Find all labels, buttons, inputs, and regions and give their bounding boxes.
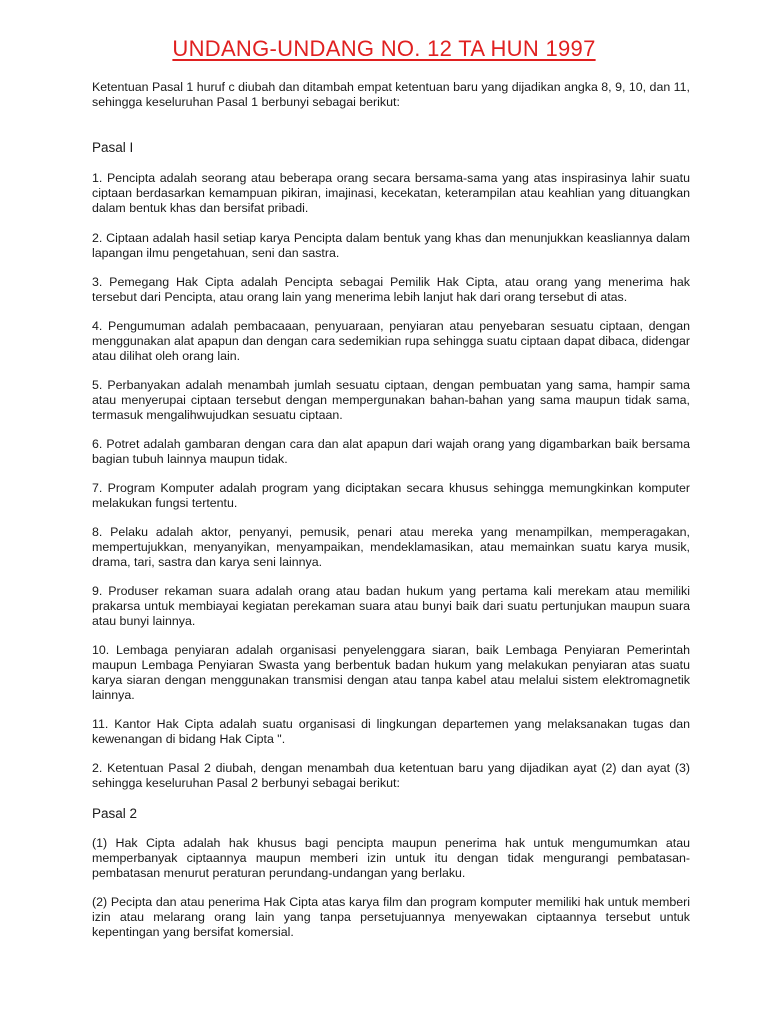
document-body [92, 80, 690, 940]
pasal-2-intro: 2. Ketentuan Pasal 2 diubah, dengan menambah dua ketentuan baru yang dijadikan ayat (2) dan ayat (3) sehingga keseluruhan Pasal 2 berbunyi sebagai berikut: [92, 761, 690, 790]
pasal-2-heading: Pasal 2 [92, 806, 138, 821]
pasal-1-item-2: 2. Ciptaan adalah hasil setiap karya Pencipta dalam bentuk yang khas dan menunjukkan keasliannya dalam lapangan ilmu pengetahuan, seni dan sastra. [92, 231, 690, 260]
pasal-1-item-10: 10. Lembaga penyiaran adalah organisasi penyelenggara siaran, baik Lembaga Penyiaran Pemerintah maupun Lembaga Penyiaran Swasta yang berbentuk badan hukum yang melakukan penyiaran atas suatu karya siaran dengan menggunakan transmisi dengan atau tanpa kabel atau melalui sistem elektromagnetik lainnya. [92, 643, 690, 702]
pasal-1-item-4: 4. Pengumuman adalah pembacaaan, penyuaraan, penyiaran atau penyebaran sesuatu ciptaan, dengan menggunakan alat apapun dan dengan cara sedemikian rupa sehingga suatu ciptaan dapat dibaca, didengar atau dilihat oleh orang lain. [92, 319, 690, 363]
pasal-1-item-7: 7. Program Komputer adalah program yang diciptakan secara khusus sehingga memungkinkan komputer melakukan fungsi tertentu. [92, 481, 690, 510]
pasal-1-item-1: 1. Pencipta adalah seorang atau beberapa orang secara bersama-sama yang atas inspirasinya lahir suatu ciptaan berdasarkan kemampuan pikiran, imajinasi, kecekatan, keterampilan atau keahlian yang dituangkan dalam bentuk khas dan bersifat pribadi. [92, 171, 690, 215]
pasal-1-item-3: 3. Pemegang Hak Cipta adalah Pencipta sebagai Pemilik Hak Cipta, atau orang yang menerima hak tersebut dari Pencipta, atau orang lain yang menerima lebih lanjut hak dari orang tersebut di atas. [92, 275, 690, 304]
intro-paragraph: Ketentuan Pasal 1 huruf c diubah dan ditambah empat ketentuan baru yang dijadikan angka 8, 9, 10, dan 11, sehingga keseluruhan Pasal 1 berbunyi sebagai berikut: [92, 80, 690, 109]
pasal-2-item-2: (2) Pecipta dan atau penerima Hak Cipta atas karya film dan program komputer memiliki hak untuk memberi izin atau melarang orang lain yang tanpa persetujuannya menyewakan ciptaannya tersebut untuk kepentingan yang bersifat komersial. [92, 895, 690, 939]
pasal-1-item-5: 5. Perbanyakan adalah menambah jumlah sesuatu ciptaan, dengan pembuatan yang sama, hampir sama atau menyerupai ciptaan tersebut dengan mempergunakan bahan-bahan yang sama maupun tidak sama, termasuk mengalihwujudkan sesuatu ciptaan. [92, 378, 690, 422]
pasal-1-item-9: 9. Produser rekaman suara adalah orang atau badan hukum yang pertama kali merekam atau memiliki prakarsa untuk membiayai kegiatan perekaman suara atau bunyi baik dari suatu pertunjukan maupun suara atau bunyi lainnya. [92, 584, 690, 628]
pasal-1-item-11: 11. Kantor Hak Cipta adalah suatu organisasi di lingkungan departemen yang melaksanakan tugas dan kewenangan di bidang Hak Cipta ". [92, 717, 690, 746]
pasal-2-item-1: (1) Hak Cipta adalah hak khusus bagi pencipta maupun penerima hak untuk mengumumkan atau memperbanyak ciptaannya maupun memberi izin untuk itu dengan tidak mengurangi pembatasan-pembatasan menurut peraturan perundang-undangan yang berlaku. [92, 836, 690, 880]
pasal-1-item-8: 8. Pelaku adalah aktor, penyanyi, pemusik, penari atau mereka yang menampilkan, memperagakan, mempertujukkan, menyanyikan, menyampaikan, mendeklamasikan, atau memainkan suatu karya musik, drama, tari, sastra dan karya seni lainnya. [92, 525, 690, 569]
document-title: UNDANG-UNDANG NO. 12 TA HUN 1997 [172, 36, 596, 61]
pasal-1-heading: Pasal I [92, 140, 134, 155]
pasal-1-item-6: 6. Potret adalah gambaran dengan cara dan alat apapun dari wajah orang yang digambarkan baik bersama bagian tubuh lainnya maupun tidak. [92, 437, 690, 466]
